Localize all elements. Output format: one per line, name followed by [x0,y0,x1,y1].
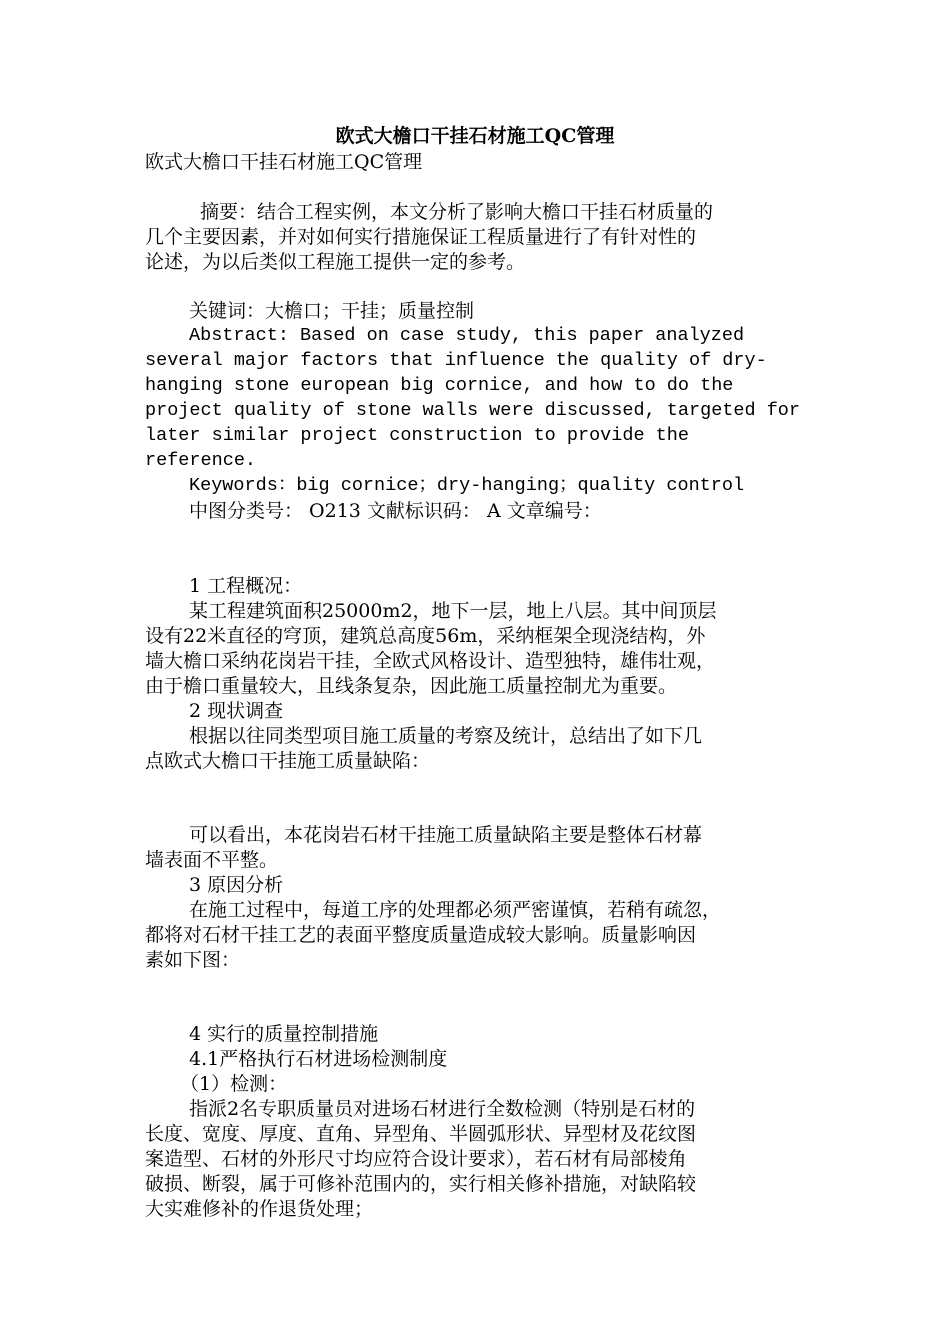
section-3-paragraph-line: 素如下图： [145,949,241,971]
section-1-paragraph-line: 由于檐口重量较大，且线条复杂，因此施工质量控制尤为重要。 [145,675,678,697]
section-1-paragraph-line: 设有22米直径的穹顶，建筑总高度56m，采纳框架全现浇结构，外 [145,625,706,647]
section-4-1-heading: 4.1严格执行石材进场检测制度 [189,1048,448,1070]
section-3-heading: 3 原因分析 [189,874,284,896]
section-1-paragraph-line: 墙大檐口采纳花岗岩干挂，全欧式风格设计、造型独特，雄伟壮观， [145,650,716,672]
section-1-heading: 1 工程概况： [189,575,303,597]
keywords-cn: 关键词：大檐口；干挂；质量控制 [189,300,475,322]
section-4-1-paragraph-line: 破损、断裂，属于可修补范围内的，实行相关修补措施，对缺陷较 [145,1173,697,1195]
document-subtitle: 欧式大檐口干挂石材施工QC管理 [145,151,423,173]
section-4-1-paragraph-line: 案造型、石材的外形尺寸均应符合设计要求），若石材有局部棱角 [145,1148,687,1170]
abstract-en-line: reference. [145,450,257,471]
section-2-conclusion-line: 可以看出，本花岗岩石材干挂施工质量缺陷主要是整体石材幕 [189,824,703,846]
abstract-en-line: project quality of stone walls were discussed, targeted for [145,400,801,421]
classification-line: 中图分类号： O213 文献标识码： A 文章编号： [189,500,602,522]
abstract-en-line: later similar project construction to provide the [145,425,689,446]
section-4-1-paragraph-line: 大实难修补的作退货处理； [145,1198,374,1220]
abstract-cn-line: 论述，为以后类似工程施工提供一定的参考。 [145,251,526,273]
section-4-1-item-label: （1）检测： [180,1073,288,1095]
section-1-paragraph-line: 某工程建筑面积25000m2，地下一层，地上八层。其中间顶层 [189,600,717,622]
abstract-en-line: Abstract: Based on case study, this paper analyzed [189,325,745,346]
section-4-1-paragraph-line: 长度、宽度、厚度、直角、异型角、半圆弧形状、异型材及花纹图 [145,1123,697,1145]
section-2-paragraph-line: 根据以往同类型项目施工质量的考察及统计，总结出了如下几 [189,725,703,747]
section-2-heading: 2 现状调查 [189,700,284,722]
keywords-en: Keywords：big cornice；dry-hanging；quality control [189,475,745,496]
section-2-paragraph-line: 点欧式大檐口干挂施工质量缺陷： [145,750,431,772]
document-title: 欧式大檐口干挂石材施工QC管理 [335,125,615,147]
section-4-heading: 4 实行的质量控制措施 [189,1023,379,1045]
abstract-en-line: hanging stone european big cornice, and how to do the [145,375,734,396]
section-2-conclusion-line: 墙表面不平整。 [145,849,279,871]
abstract-cn-line: 几个主要因素，并对如何实行措施保证工程质量进行了有针对性的 [145,226,697,248]
section-3-paragraph-line: 都将对石材干挂工艺的表面平整度质量造成较大影响。质量影响因 [145,924,697,946]
abstract-en-line: several major factors that influence the quality of dry- [145,350,767,371]
section-3-paragraph-line: 在施工过程中，每道工序的处理都必须严密谨慎，若稍有疏忽， [189,899,722,921]
abstract-cn-line: 摘要：结合工程实例，本文分析了影响大檐口干挂石材质量的 [200,201,714,223]
section-4-1-paragraph-line: 指派2名专职质量员对进场石材进行全数检测（特别是石材的 [189,1098,696,1120]
